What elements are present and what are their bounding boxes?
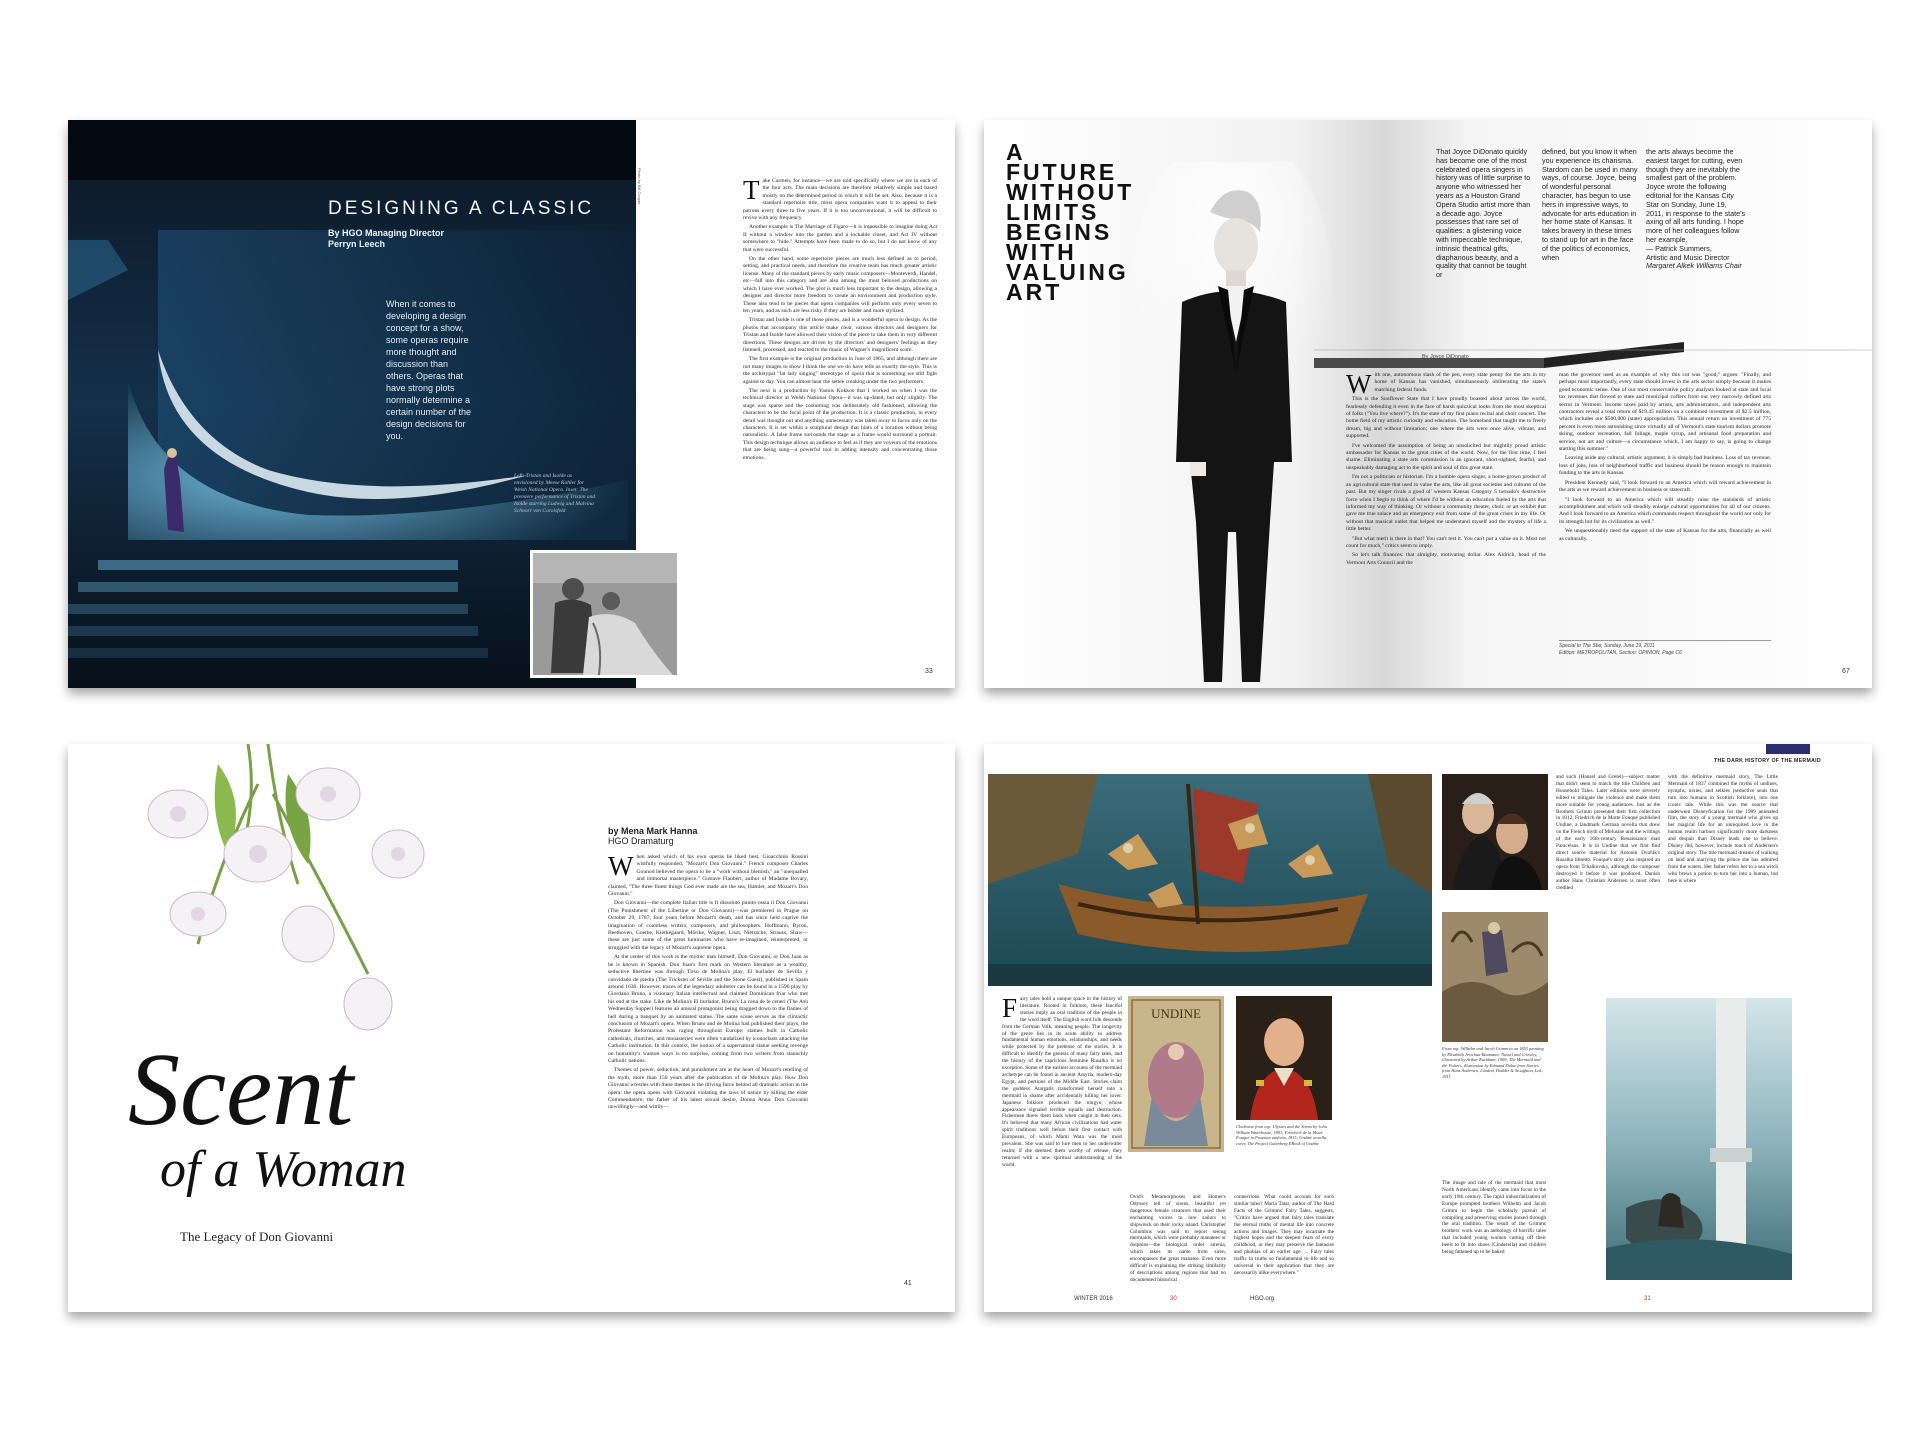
- paragraph-3: On the other hand, some repertoire pieces are much less defined as to period, setting, and practical needs, and therefore the creative team has much greater artistic license. Many of the standard pieces by early music composers—Monteverdi, Handel, etc—fall into this category and are also among the most beloved productions on which I have ever worked. The plot is much less important to the design, allowing a designer and director more freedom to create an environment and production style. These also tend to be pieces that opera companies will perform only every seven to ten years, and as such are less risky if they are bolder and more stylized.: [743, 256, 937, 314]
- undine-label: UNDINE: [1151, 1006, 1201, 1021]
- photo-credit: Photo by Bill Cooper: [637, 168, 642, 205]
- article-column-d2: [1442, 1180, 1546, 1292]
- inset-photo: [533, 553, 677, 675]
- dulac-mermaid-illustration: [1606, 998, 1792, 1280]
- intro-signature-1: — Patrick Summers,: [1646, 243, 1712, 253]
- article-column-b: [1130, 1194, 1226, 1292]
- intro-text: When it comes to developing a design concept for a show, some operas require more thought and discussion than others. Operas that have strong plots normally determine a certain number of the design decisions for you.: [386, 299, 472, 441]
- title-line-8: ART: [1006, 279, 1063, 305]
- article-body-column-1: [1346, 372, 1546, 668]
- source-divider: [1559, 640, 1771, 641]
- portrait-photo: [1132, 162, 1332, 682]
- footer-season: WINTER 2016: [1074, 1296, 1113, 1302]
- source-line-2: Edition: METROPOLITAN, Section: OPINION, Page C6: [1559, 649, 1682, 656]
- byline-name: by Mena Mark Hanna: [608, 826, 698, 836]
- paragraph-1: ake Carmen, for instance—we are told specifically where we are in each of the four acts. The main decisions are therefore relatively simple and based mostly on the determined period in which it will be set. Also, because it is a standard repertoire title, most opera companies want it to appeal to their patrons every three to five years. If it is too unconventional, it will be difficult to revive with any frequency.: [743, 178, 937, 222]
- title-of-a-woman: of a Woman: [160, 1141, 407, 1198]
- paragraph-7: man the governor used as an example of why this cut was "good," argues: "Finally, and perhaps most importantly, every state should invest in the arts sector simply because it makes good economic sense. One of our most conservative policy analysts looked at state and local tax revenues that flowed to state and municipal coffers from our very narrowly defined arts sector in Vermont. Income taxes paid by artists, arts administrators, and independent arts contractors reveal a total return of $19.45 million on a combined investment of $2.5 million, which includes our $500,000 (state) appropriation. This annual return on investment of 775 percent is even more astonishing since virtually all of Vermont's state tourism dollars promote skiing, outdoor recreation, fall foliage, maple syrup, and artisanal food preparation and service, not art and culture—a circumstance which, I am happy to say, is going to change starting this summer.": [1559, 372, 1771, 453]
- source-note: [1559, 643, 1771, 656]
- paragraph-11: We unquestionably need the support of the state of Kansas for the arts, financially as well as culturally.: [1559, 528, 1771, 542]
- paragraph-6: So let's talk finances: that almighty, motivating dollar. Alex Aldrich, head of the Vermont Arts Council and the: [1346, 552, 1546, 566]
- title-scent: Scent: [128, 1032, 354, 1147]
- article-column-c: [1234, 1194, 1334, 1292]
- grimm-brothers-portrait: [1442, 774, 1548, 890]
- source-line-1: Special to The Star, Sunday, June 19, 2011: [1559, 643, 1655, 649]
- photo-caption: Left: Tristan and Isolde as envisioned by Meese Kohler for Welsh National Opera. Inset: The premiere performance of Tristan and Isolde starring Ludwig and Malvina Schnorr von Carolsfeld: [514, 473, 596, 514]
- fouque-portrait: [1236, 996, 1332, 1120]
- page-number: 67: [1842, 668, 1850, 675]
- article-column-e: [1668, 774, 1778, 982]
- byline-role: HGO Dramaturg: [608, 836, 674, 846]
- article-title: [1006, 139, 1135, 305]
- paragraph-2: This is the Sunflower State that I have proudly boasted about across the world, fearlessly defending it even in the face of harsh quizzical looks from the most skeptical of folks ("You live where?"). It's the state of my first piano recital and choir concert. The home field of my artistic curiosity and education. The homeland that taught me to freely dream, big and without limitation; one where the arts were once alive, vibrant, and supported.: [1346, 396, 1546, 440]
- paragraph-2: Another example is The Marriage of Figaro—it is impossible to imagine doing Act II without a window into the garden and a lockable closet, and Act IV without somewhere to "hide." Attempts have been made to do so, but I do not know of any that were successful.: [743, 224, 937, 253]
- paragraph-1: ith one, autonomous slash of the pen, every state penny for the arts in my home of Kansas has vanished, simultaneously obliterating the state's matching federal funds.: [1374, 372, 1546, 393]
- article-body: [608, 854, 808, 1258]
- dropcap-letter: T: [743, 178, 760, 205]
- intro-column-2: defined, but you know it when you experience its charisma. Stardom can be used in many ways, of course. Joyce, being of wonderful personal character, has begun to use hers in impressive ways, to advocate for arts education in her home state of Kansas. It takes bravery in these times to stand up for art in the face of the politics of economics, when: [1542, 147, 1638, 262]
- undine-book-cover: [1128, 996, 1224, 1152]
- paragraph-1: hen asked which of his own operas he liked best, Gioacchino Rossini wistfully responded, "Mozart's Don Giovanni." French composer Charles Gounod believed the opera to be a "work without blemish," an "unequalled and immortal masterpiece." Gustave Flaubert, author of Madame Bovary, claimed, "The three finest things God ever made are the sea, Hamlet, and Mozart's Don Giovanni.": [608, 854, 808, 898]
- white-tulips-photo: [98, 744, 438, 1074]
- spread-designing-a-classic: [68, 120, 955, 688]
- footer-left-page-number: 30: [1170, 1296, 1177, 1302]
- intro-signature-2: Artistic and Music Director: [1646, 252, 1730, 262]
- spread-scent-of-a-woman: [68, 744, 955, 1312]
- article-column-d1: [1556, 774, 1660, 982]
- page-number: 33: [925, 668, 933, 675]
- caption-right: From top: Wilhelm and Jacob Grimm in an 1855 painting by Elisabeth Jerichau-Baumann; Nussel and Crowley, illustrated by Arthur Rackham, 1909; The Mermaid and the Fishers, illustration by Edmund Dulac from Stories from Hans Andersen, London, Hodder & Stoughton, Ltd., 1911: [1442, 1046, 1544, 1079]
- column-a-text: airy tales hold a unique space in the history of literature. Rooted in folklore, these fanciful stories imply an oral tradition of the people in the word itself. The English word folk descends from the German Volk, meaning people. The longevity of the genre lies in its acute ability to address fundamental human emotions, relationships, and needs while protected by the pretense of the stories. It is difficult to identify the genesis of many fairy tales, and the history of the capricious feminine Rusalka is no exception. Some of the earliest accounts of the mermaid archetype can be found in ancient Assyria, modern-day Egypt, and portions of the Middle East. Stories claim the goddess Atargatis transformed herself into a mermaid in shame after accidentally killing her lover. Japanese folklore produced the ningyo, whose appearance signaled terrible squalls and destruction. Fishermen threw them back when caught in their nets. It's believed that many African civilizations had water spirit traditions well before their first contact with Europeans, of which Mami Wata was the most prevalent. She was said to lure men to her underwater realm; if she deemed them worthy of release, they returned with a new spiritual understanding of the world.: [1002, 996, 1122, 1168]
- byline: [328, 228, 444, 250]
- intro-column-1: That Joyce DiDonato quickly has become one of the most celebrated opera singers in history was of little surprise to anyone who witnessed her years as a Houston Grand Opera Studio artist more than a decade ago. Joyce possesses that rare set of qualities: a glistening voice with impeccable technique, intrinsic theatrical gifts, diaphanous beauty, and a quality that cannot be taught or: [1436, 147, 1531, 280]
- article-body-column-2: [1559, 372, 1771, 638]
- dropcap-letter: W: [608, 854, 634, 881]
- rackham-illustration: [1442, 912, 1548, 1042]
- ulysses-sirens-painting: [988, 774, 1432, 986]
- title-line-2: FUTURE: [1006, 159, 1118, 185]
- intro-signature-3: Margaret Alkek Williams Chair: [1646, 261, 1742, 271]
- intro-column-3: [1646, 148, 1746, 271]
- section-header: THE DARK HISTORY OF THE MERMAID: [1714, 758, 1821, 764]
- title-line-4: LIMITS: [1006, 199, 1100, 225]
- spread-future-without-limits: [984, 120, 1872, 688]
- title-line-7: VALUING: [1006, 259, 1129, 285]
- page-number: 41: [904, 1280, 912, 1287]
- paragraph-10: "I look forward to an America which will steadily raise the standards of artistic accomplishment and which will steadily enlarge cultural opportunities for all of our citizens. And I look forward to an America which commands respect throughout the world not only for its strength but for its civilization as well.": [1559, 496, 1771, 525]
- article-title: DESIGNING A CLASSIC: [328, 198, 595, 219]
- byline: [608, 826, 698, 846]
- paragraph-5: "But what merit is there in that? You can't test it. You can't put a value on it. Must not count for much," critics seem to imply.: [1346, 535, 1546, 549]
- column-d2-text: The image and tale of the mermaid that most North Americans identify came into focus in the early 19th century. The rapid industrialization of Europe prompted brothers Wilhelm and Jacob Grimm to begin the scholarly pursuit of compiling and preserving stories passed through the oral tradition. The result of the Grimms brothers' work was an anthology of horrific tales that included young women cutting off their heels to fit into shoes (Cinderella) and children being fattened up to be baked: [1442, 1180, 1546, 1256]
- title-line-3: WITHOUT: [1006, 179, 1135, 205]
- column-e-text: with the definitive mermaid story, The Little Mermaid of 1837 combined the myths of undines, nymphs, nixies, and selkies (seductive seals that turn into humans in Scottish folklore), into one iconic tale. While this was the source that underwent Disneyfication for the 1989 animated film, the story of a young mermaid who gives up her magical life for an unrequited love in the human realm harbors significantly more darkness and despair than Disney leads one to believe. Disney did, however, include much of Andersen's original story. The title mermaid dreams of walking on land and marrying the prince she has admired from the waters. Her father refers her to a sea witch who brews a potion to turn her into a human, but here is where: [1668, 774, 1778, 884]
- byline-line-2: Perryn Leech: [328, 239, 386, 249]
- paragraph-5: The first example is the original production in June of 1865, and although there are not many images to show I think the one we do have tells us exactly the style. This is the archetypal "fat lady singing" stereotype of opera that is something we still fight against to day. You can almost hear the settee creaking under the two performers.: [743, 356, 937, 385]
- title-line-6: WITH: [1006, 239, 1077, 265]
- caption-left: Clockwise from top: Ulysses and the Sirens by John William Waterhouse, 1891; Friedrich de la Motte Fouqué in Prussian uniform, 1815; Undine novella cover, The Project Gutenberg EBook of Undine: [1236, 1124, 1327, 1146]
- header-navy-bar: [1766, 744, 1810, 754]
- dropcap-letter: F: [1002, 996, 1018, 1023]
- article-subtitle: The Legacy of Don Giovanni: [180, 1229, 334, 1244]
- column-b-text: Ovid's Metamorphoses and Homer's Odyssey tell of sirens, beautiful yet dangerous female creatures that used their enchanting voices to lure sailors to shipwreck on their rocky island. Christopher Columbus was said to report seeing mermaids, which were probably manatees or dolphins—the biological order sirenia, which takes its name from siren, encompasses the great manatee. Even more difficult is explaining the striking similarity of descriptions among regions that had no documented historical: [1130, 1194, 1226, 1283]
- paragraph-3: I've welcomed the assumption of being an unsolicited but mightily proud artistic ambassador for Kansas to the great cities of the world. Now, for the first time, I feel shame. Eliminating a state arts commission is an ignorant, short-sighted, fearful, and unspeakably damaging act to the spirit and soul of this great state.: [1346, 442, 1546, 471]
- paragraph-4: Themes of power, seduction, and punishment are at the heart of Mozart's retelling of the myth, more than 150 years after the publication of de Molina's play. How Don Giovanni wrestles with these themes is the driving force behind all dramatic action in the opera: the opera opens with Giovanni violating the laws of nature by killing the elder Commendatore, the father of his latest sexual desire, Donna Anna. Don Giovanni unwillingly—and wittily—: [608, 1067, 808, 1111]
- paragraph-4: I'm not a politician or historian. I'm a humble opera singer, a home-grown product of an agricultural state that used to value the arts, like all great societies and cultures of the past. But my singer rivals a good ol' western Kansas Category 5 tornado's destructive force when I begin to think of where I'd be without an education fueled by the arts that informed my way of thinking. Or without a community theater, choir, or art exhibit that gave me true solace and an emergency exit from some of the great crises in my life. Or without that musical outlet that helped me understand myself and the mystery of life a little better.: [1346, 474, 1546, 533]
- dropcap-letter: W: [1346, 372, 1372, 399]
- byline: By Joyce DiDonato: [1422, 354, 1469, 360]
- paragraph-2: Don Giovanni—the complete Italian title is Il dissoluto punito ossia il Don Giovanni (The Punishment of the Libertine or Don Giovanni)—was premiered in Prague on October 29, 1787, four years before Mozart's death, and has since held captive the imagination of countless writers, composers, and philosophers. Hoffmann, Byron, Beethoven, Goethe, Kierkegaard, Mörike, Wagner, Liszt, Nietzsche, Strauss, Shaw—these are just some of the great luminaries who have re-imagined, reinterpreted, or struggled with the legacy of Mozart's supreme opera.: [608, 900, 808, 951]
- title-line-1: A: [1006, 139, 1026, 165]
- column-c-text: connections. What could account for such similar tales? Maria Tatar, author of The Hard Facts of the Grimms' Fairy Tales, suggests, "Critics have argued that fairy tales translate the eternal truths of mental life into concrete actions and images. They may incarnate the highest hopes and the deepest fears of every childhood, or they may preserve the fantasies and phobias of an earlier age. ... Fairy tales traffic in truths so fundamental to life and so universal in their application that they are necessarily alike everywhere.": [1234, 1194, 1334, 1276]
- paragraph-4: Tristan and Isolde is one of those pieces, and is a wonderful opera to design. As the photos that accompany this article make clear, various directors and designers for Tristan and Isolde have allowed their vision of the piece to take them in very different directions. These designs are driven by the directors' and designers' feelings as they listened, processed, and reacted to the music of Wagner's magnificent score.: [743, 317, 937, 353]
- inset-photo-frame: [530, 550, 680, 678]
- title-line-5: BEGINS: [1006, 219, 1113, 245]
- paragraph-9: President Kennedy said, "I look forward to an America which will reward achievement in the arts as we reward achievement in business or statecraft.: [1559, 479, 1771, 494]
- paragraph-8: Leaving aside any cultural, artistic argument, it is simply bad business. Loss of tax revenue, loss of jobs, loss of neighborhood traffic and business should be reason enough to maintain funding to the arts in Kansas.: [1559, 455, 1771, 477]
- byline-line-1: By HGO Managing Director: [328, 228, 445, 238]
- intro-text: the arts always become the easiest target for cutting, even though they are inevitably the smallest part of the problem. Joyce wrote the following editorial for the Kansas City Star on Sunday, June 19, 2011, in response to the state's axing of all arts funding. I hope more of her colleagues follow her example.: [1646, 147, 1746, 244]
- column-d1-text: and such (Hansel and Gretel)—subject matter that didn't seem to match the title Children and Household Tales. Later editions were severely edited to mitigate the violence and make them more suitable for young audiences. Just as the Brothers Grimm presented their first collection in 1812, Friedrich de la Motte Fouqué published Undine, a landmark German novella that drew on the French myth of Melusine and the writings of the early 16th-century Renaissance man Paracelsus. It is in Undine that we first find direct source material for Antonín Dvořák's Rusalka libretto. Fouqué's story also inspired an opera from Tchaikovsky, although the composer destroyed it before it was produced. Danish author Hans Christian Andersen is most often credited: [1556, 774, 1660, 891]
- spread-dark-history-mermaid: [984, 744, 1872, 1312]
- paragraph-6: The next is a production by Yannis Kokkos that I worked on when I was the technical director at Welsh National Opera—it was up-dated, but only slightly. The stage was sparse and the costuming was deliberately old fashioned, allowing the characters to be the focal point of the production. It is a classic production, in every detail was thought out and anything unnecessary was taken away to focus only on the characters. It is set within a sculptural design that hints of a location without being naturalistic. A false frame surrounds the stage as a frame would surround a portrait. This design technique allows an audience to feel as if they are voyeurs of the emotions that are being sung—a powerful tool in adding intensity and concentrating those emotions.: [743, 387, 937, 461]
- article-body: [743, 178, 937, 656]
- article-column-a: [1002, 996, 1122, 1292]
- footer-site: HGO.org: [1250, 1296, 1275, 1302]
- paragraph-3: At the center of this work is the mythic man himself, Don Giovanni, or Don Juan as he is known in Spanish. Don Juan's first mark on Western literature as a wealthy, seductive libertine was through Tirso de Molina's play, El burlador de Sevilla y convidado de piedra (The Trickster of Seville and the Stone Guest), published in Spain around 1630. However, traces of the legendary adulterer can be found in a 1596 play by Giordano Bruno, a visionary Italian intellectual and claimed Dominican friar who met his end at the stake. Like de Molina's El burlador, Bruno's La cena de le ceneri (The Ash Wednesday Supper) features an amoral protagonist being dragged down to the flames of hell during a banquet by an animated statue. The same scene serves as the climactic conclusion of Mozart's opera. When Bruno and de Molina had published their plays, the Protestant Reformation was raging throughout Europe; statues built in Catholic cathedrals, churches, and monasteries were often vandalized by iconoclasts attacking the Catholic institution. In this context, the notion of a supernatural statue seeking revenge on humanity's wanton ways is no surprise, coming from two writers from staunchly Catholic nations.: [608, 954, 808, 1064]
- footer-right-page-number: 31: [1644, 1296, 1651, 1302]
